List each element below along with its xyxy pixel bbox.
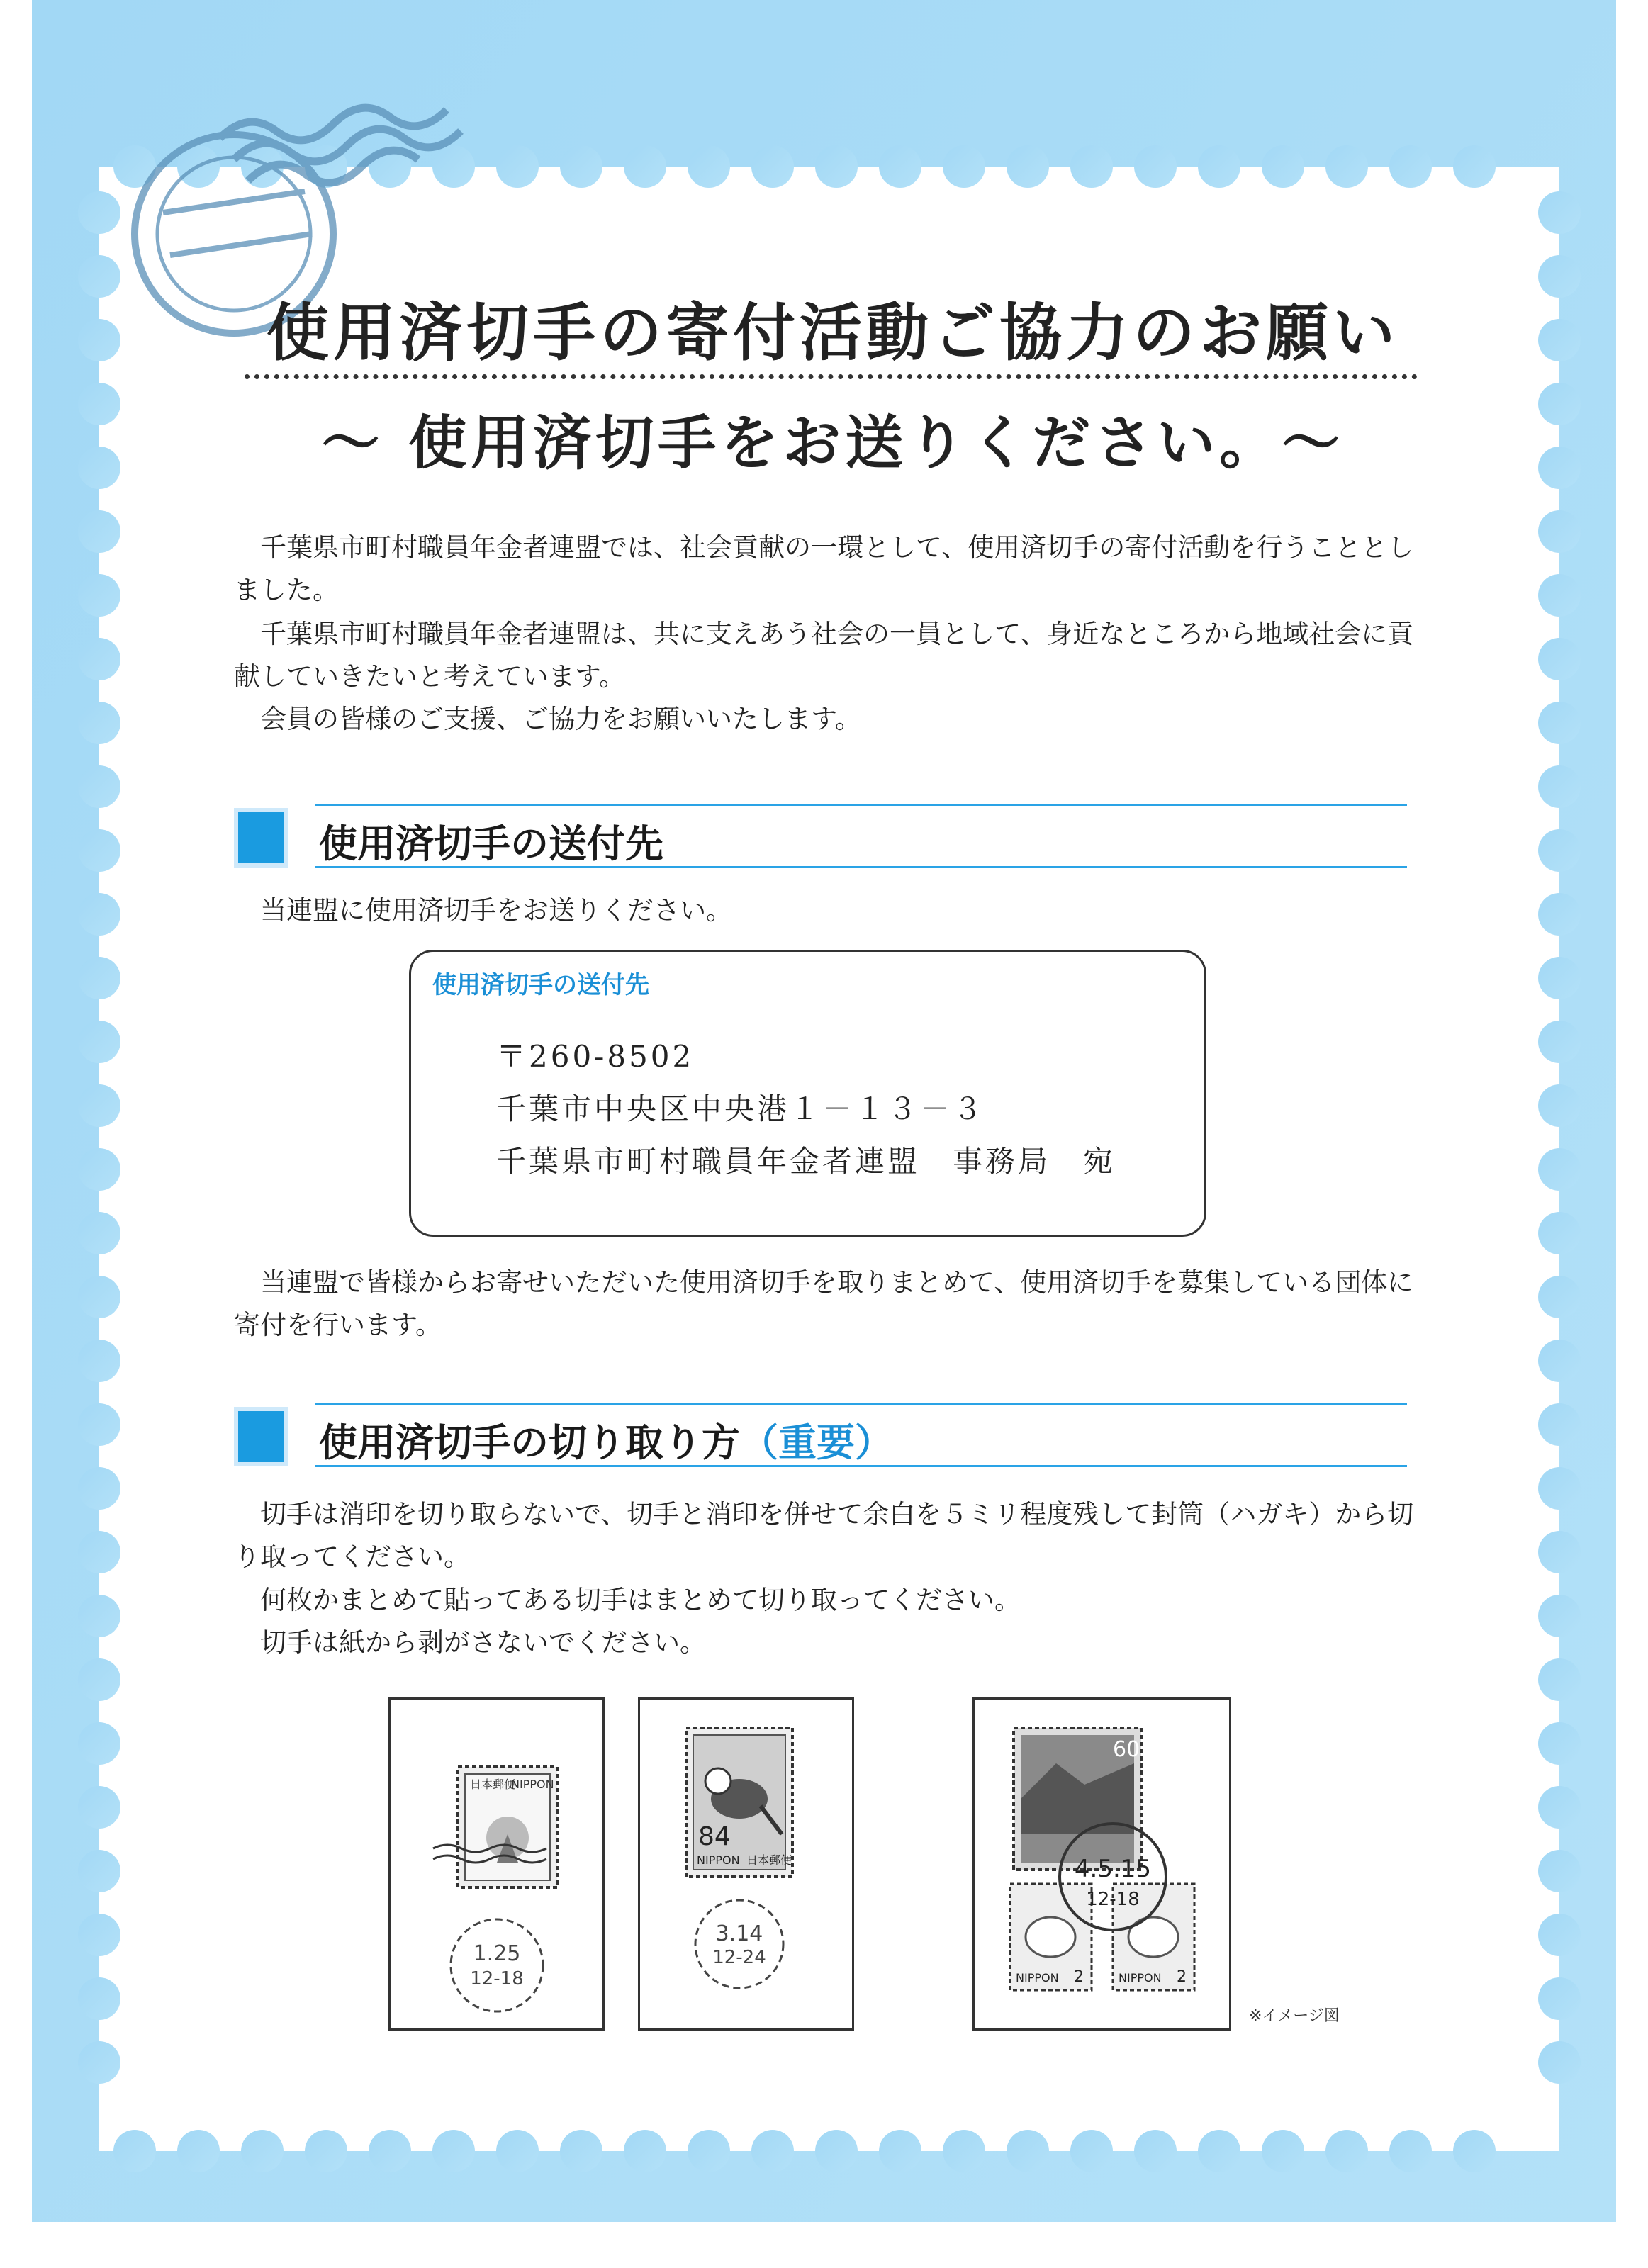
section-2-line-2: 何枚かまとめて貼ってある切手はまとめて切り取ってください。 bbox=[260, 1585, 1021, 1615]
perforation-hole bbox=[78, 829, 120, 872]
section-1-rule-bottom bbox=[315, 866, 1407, 868]
perforation-hole bbox=[1389, 145, 1432, 188]
intro-paragraph-3: 会員の皆様のご支援、ご協力をお願いいたします。 bbox=[260, 704, 862, 734]
perforation-hole bbox=[1538, 638, 1581, 680]
perforation-hole bbox=[1134, 145, 1177, 188]
perforation-hole bbox=[1325, 2130, 1368, 2172]
perforation-hole bbox=[1538, 191, 1581, 234]
perforation-hole bbox=[1262, 145, 1304, 188]
stamp-2-brand: 日本郵便 bbox=[746, 1853, 792, 1867]
perforation-hole bbox=[624, 2130, 666, 2172]
section-2-heading bbox=[319, 1413, 893, 1467]
perforation-hole bbox=[560, 145, 602, 188]
stamp-1-country: NIPPON bbox=[511, 1778, 554, 1791]
perforation-hole bbox=[1538, 1340, 1581, 1382]
example-stamp-3 bbox=[975, 1700, 1229, 2028]
perforation-hole bbox=[1538, 1914, 1581, 1956]
perforation-hole bbox=[751, 2130, 794, 2172]
example-stamp-1 bbox=[391, 1700, 602, 2028]
perforation-hole bbox=[1538, 702, 1581, 744]
perforation-hole bbox=[78, 1786, 120, 1829]
section-2-rule-top bbox=[315, 1403, 1407, 1405]
section-2-line-1: 切手は消印を切り取らないで、切手と消印を併せて余白を５ミリ程度残して封筒（ハガキ）から切り取ってください。 bbox=[234, 1499, 1414, 1572]
perforation-hole bbox=[1538, 957, 1581, 999]
perforation-hole bbox=[1070, 2130, 1113, 2172]
perforation-hole bbox=[496, 2130, 539, 2172]
stamp-2-country: NIPPON bbox=[697, 1853, 740, 1867]
perforation-hole bbox=[78, 1148, 120, 1191]
perforation-hole bbox=[78, 510, 120, 553]
perforation-hole bbox=[78, 574, 120, 617]
perforation-hole bbox=[1538, 1722, 1581, 1765]
stamp-3-country: NIPPON bbox=[1016, 1971, 1059, 1984]
perforation-hole bbox=[1198, 145, 1240, 188]
perforation-hole bbox=[1538, 383, 1581, 425]
perforation-hole bbox=[78, 1595, 120, 1637]
perforation-hole bbox=[1538, 2041, 1581, 2084]
section-1-rule-top bbox=[315, 804, 1407, 806]
perforation-hole bbox=[177, 2130, 220, 2172]
perforation-hole bbox=[1453, 145, 1496, 188]
perforation-hole bbox=[1007, 2130, 1049, 2172]
perforation-hole bbox=[1538, 1403, 1581, 1446]
perforation-hole bbox=[943, 2130, 985, 2172]
page-subtitle: ～ 使用済切手をお送りください。～ bbox=[321, 409, 1345, 477]
perforation-hole bbox=[560, 2130, 602, 2172]
perforation-hole bbox=[1538, 1276, 1581, 1318]
perforation-hole bbox=[751, 145, 794, 188]
svg-text:3.14: 3.14 bbox=[715, 1921, 763, 1946]
postal-code: 〒260-8502 bbox=[496, 1039, 695, 1074]
perforation-hole bbox=[1198, 2130, 1240, 2172]
perforation-hole bbox=[1538, 1850, 1581, 1892]
perforation-hole bbox=[78, 1722, 120, 1765]
perforation-hole bbox=[113, 2130, 156, 2172]
perforation-hole bbox=[78, 1276, 120, 1318]
intro-paragraph-1: 千葉県市町村職員年金者連盟では、社会貢献の一環として、使用済切手の寄付活動を行うこととしました。 bbox=[234, 532, 1414, 605]
perforation-hole bbox=[78, 1403, 120, 1446]
perforation-hole bbox=[78, 1212, 120, 1254]
perforation-hole bbox=[305, 2130, 347, 2172]
example-image-3 bbox=[972, 1697, 1231, 2031]
perforation-hole bbox=[1134, 2130, 1177, 2172]
section-1-after-text: 当連盟で皆様からお寄せいただいた使用済切手を取りまとめて、使用済切手を募集している団体に寄付を行います。 bbox=[234, 1267, 1414, 1340]
perforation-hole bbox=[1538, 1786, 1581, 1829]
section-1-heading: 使用済切手の送付先 bbox=[319, 821, 663, 866]
perforation-hole bbox=[78, 2041, 120, 2084]
perforation-hole bbox=[432, 145, 475, 188]
address-line: 千葉市中央区中央港１－１３－３ bbox=[496, 1091, 986, 1126]
section-1-lead: 当連盟に使用済切手をお送りください。 bbox=[260, 895, 732, 926]
perforation-hole bbox=[879, 145, 921, 188]
perforation-hole bbox=[1538, 574, 1581, 617]
page-title: 使用済切手の寄付活動ご協力のお願い bbox=[266, 296, 1399, 369]
example-image-2 bbox=[638, 1697, 854, 2031]
stamp-1-postmark: 1.25 bbox=[473, 1941, 521, 1966]
section-2-line-3: 切手は紙から剥がさないでください。 bbox=[260, 1627, 706, 1658]
perforation-hole bbox=[1538, 1467, 1581, 1510]
perforation-hole bbox=[78, 1977, 120, 2020]
perforation-hole bbox=[78, 957, 120, 999]
section-2-rule-bottom bbox=[315, 1465, 1407, 1467]
perforation-hole bbox=[879, 2130, 921, 2172]
perforation-hole bbox=[1538, 319, 1581, 361]
perforation-hole bbox=[78, 1021, 120, 1063]
stamp-3-denomination: 60 bbox=[1113, 1737, 1140, 1762]
section-2-square-icon bbox=[234, 1407, 288, 1466]
perforation-hole bbox=[78, 319, 120, 361]
perforation-hole bbox=[496, 145, 539, 188]
svg-text:12-24: 12-24 bbox=[712, 1947, 766, 1968]
perforation-hole bbox=[1325, 145, 1368, 188]
perforation-hole bbox=[78, 638, 120, 680]
address-box-heading: 使用済切手の送付先 bbox=[432, 971, 649, 999]
perforation-hole bbox=[688, 145, 730, 188]
image-caption: ※イメージ図 bbox=[1249, 2007, 1340, 2025]
title-divider bbox=[245, 374, 1418, 379]
perforation-hole bbox=[78, 1914, 120, 1956]
perforation-hole bbox=[1538, 1212, 1581, 1254]
perforation-hole bbox=[1538, 1977, 1581, 2020]
stamp-1-brand: 日本郵便 bbox=[470, 1778, 516, 1791]
perforation-hole bbox=[624, 145, 666, 188]
perforation-hole bbox=[78, 893, 120, 936]
perforation-hole bbox=[1538, 255, 1581, 298]
perforation-hole bbox=[1007, 145, 1049, 188]
perforation-hole bbox=[1538, 829, 1581, 872]
svg-text:4.5.15: 4.5.15 bbox=[1074, 1855, 1152, 1883]
perforation-hole bbox=[432, 2130, 475, 2172]
section-2-heading-accent: （重要） bbox=[740, 1420, 893, 1465]
perforation-hole bbox=[1538, 510, 1581, 553]
stamp-2-denomination: 84 bbox=[698, 1822, 731, 1851]
perforation-hole bbox=[78, 1531, 120, 1573]
perforation-hole bbox=[688, 2130, 730, 2172]
section-1-square-icon bbox=[234, 808, 288, 868]
perforation-hole bbox=[943, 145, 985, 188]
perforation-hole bbox=[78, 447, 120, 489]
perforation-hole bbox=[1538, 1531, 1581, 1573]
perforation-hole bbox=[78, 1467, 120, 1510]
perforation-hole bbox=[1070, 145, 1113, 188]
recipient-line: 千葉県市町村職員年金者連盟 事務局 宛 bbox=[496, 1144, 1116, 1179]
svg-text:NIPPON: NIPPON bbox=[1119, 1971, 1162, 1984]
perforation-hole bbox=[815, 145, 858, 188]
svg-text:2: 2 bbox=[1177, 1968, 1187, 1986]
perforation-hole bbox=[78, 702, 120, 744]
perforation-hole bbox=[78, 1658, 120, 1701]
perforation-hole bbox=[1538, 1148, 1581, 1191]
perforation-hole bbox=[78, 255, 120, 298]
perforation-hole bbox=[1538, 1658, 1581, 1701]
perforation-hole bbox=[369, 2130, 411, 2172]
perforation-hole bbox=[1538, 447, 1581, 489]
perforation-hole bbox=[78, 1084, 120, 1127]
perforation-hole bbox=[1538, 893, 1581, 936]
perforation-hole bbox=[1538, 1021, 1581, 1063]
perforation-hole bbox=[815, 2130, 858, 2172]
perforation-hole bbox=[78, 191, 120, 234]
perforation-hole bbox=[78, 383, 120, 425]
perforation-hole bbox=[78, 765, 120, 808]
perforation-hole bbox=[78, 1340, 120, 1382]
perforation-hole bbox=[1389, 2130, 1432, 2172]
perforation-hole bbox=[78, 1850, 120, 1892]
perforation-hole bbox=[1538, 1084, 1581, 1127]
svg-text:2: 2 bbox=[1074, 1968, 1084, 1986]
perforation-hole bbox=[1538, 1595, 1581, 1637]
section-2-heading-text: 使用済切手の切り取り方 bbox=[319, 1420, 740, 1465]
intro-paragraph-2: 千葉県市町村職員年金者連盟は、共に支えあう社会の一員として、身近なところから地域社会に貢献していきたいと考えています。 bbox=[234, 619, 1414, 692]
example-stamp-2 bbox=[640, 1700, 852, 2028]
svg-text:12-18: 12-18 bbox=[1086, 1889, 1140, 1910]
perforation-hole bbox=[1453, 2130, 1496, 2172]
example-image-1 bbox=[388, 1697, 605, 2031]
perforation-hole bbox=[1262, 2130, 1304, 2172]
perforation-hole bbox=[1538, 765, 1581, 808]
svg-text:12-18: 12-18 bbox=[470, 1968, 524, 1989]
perforation-hole bbox=[241, 2130, 284, 2172]
